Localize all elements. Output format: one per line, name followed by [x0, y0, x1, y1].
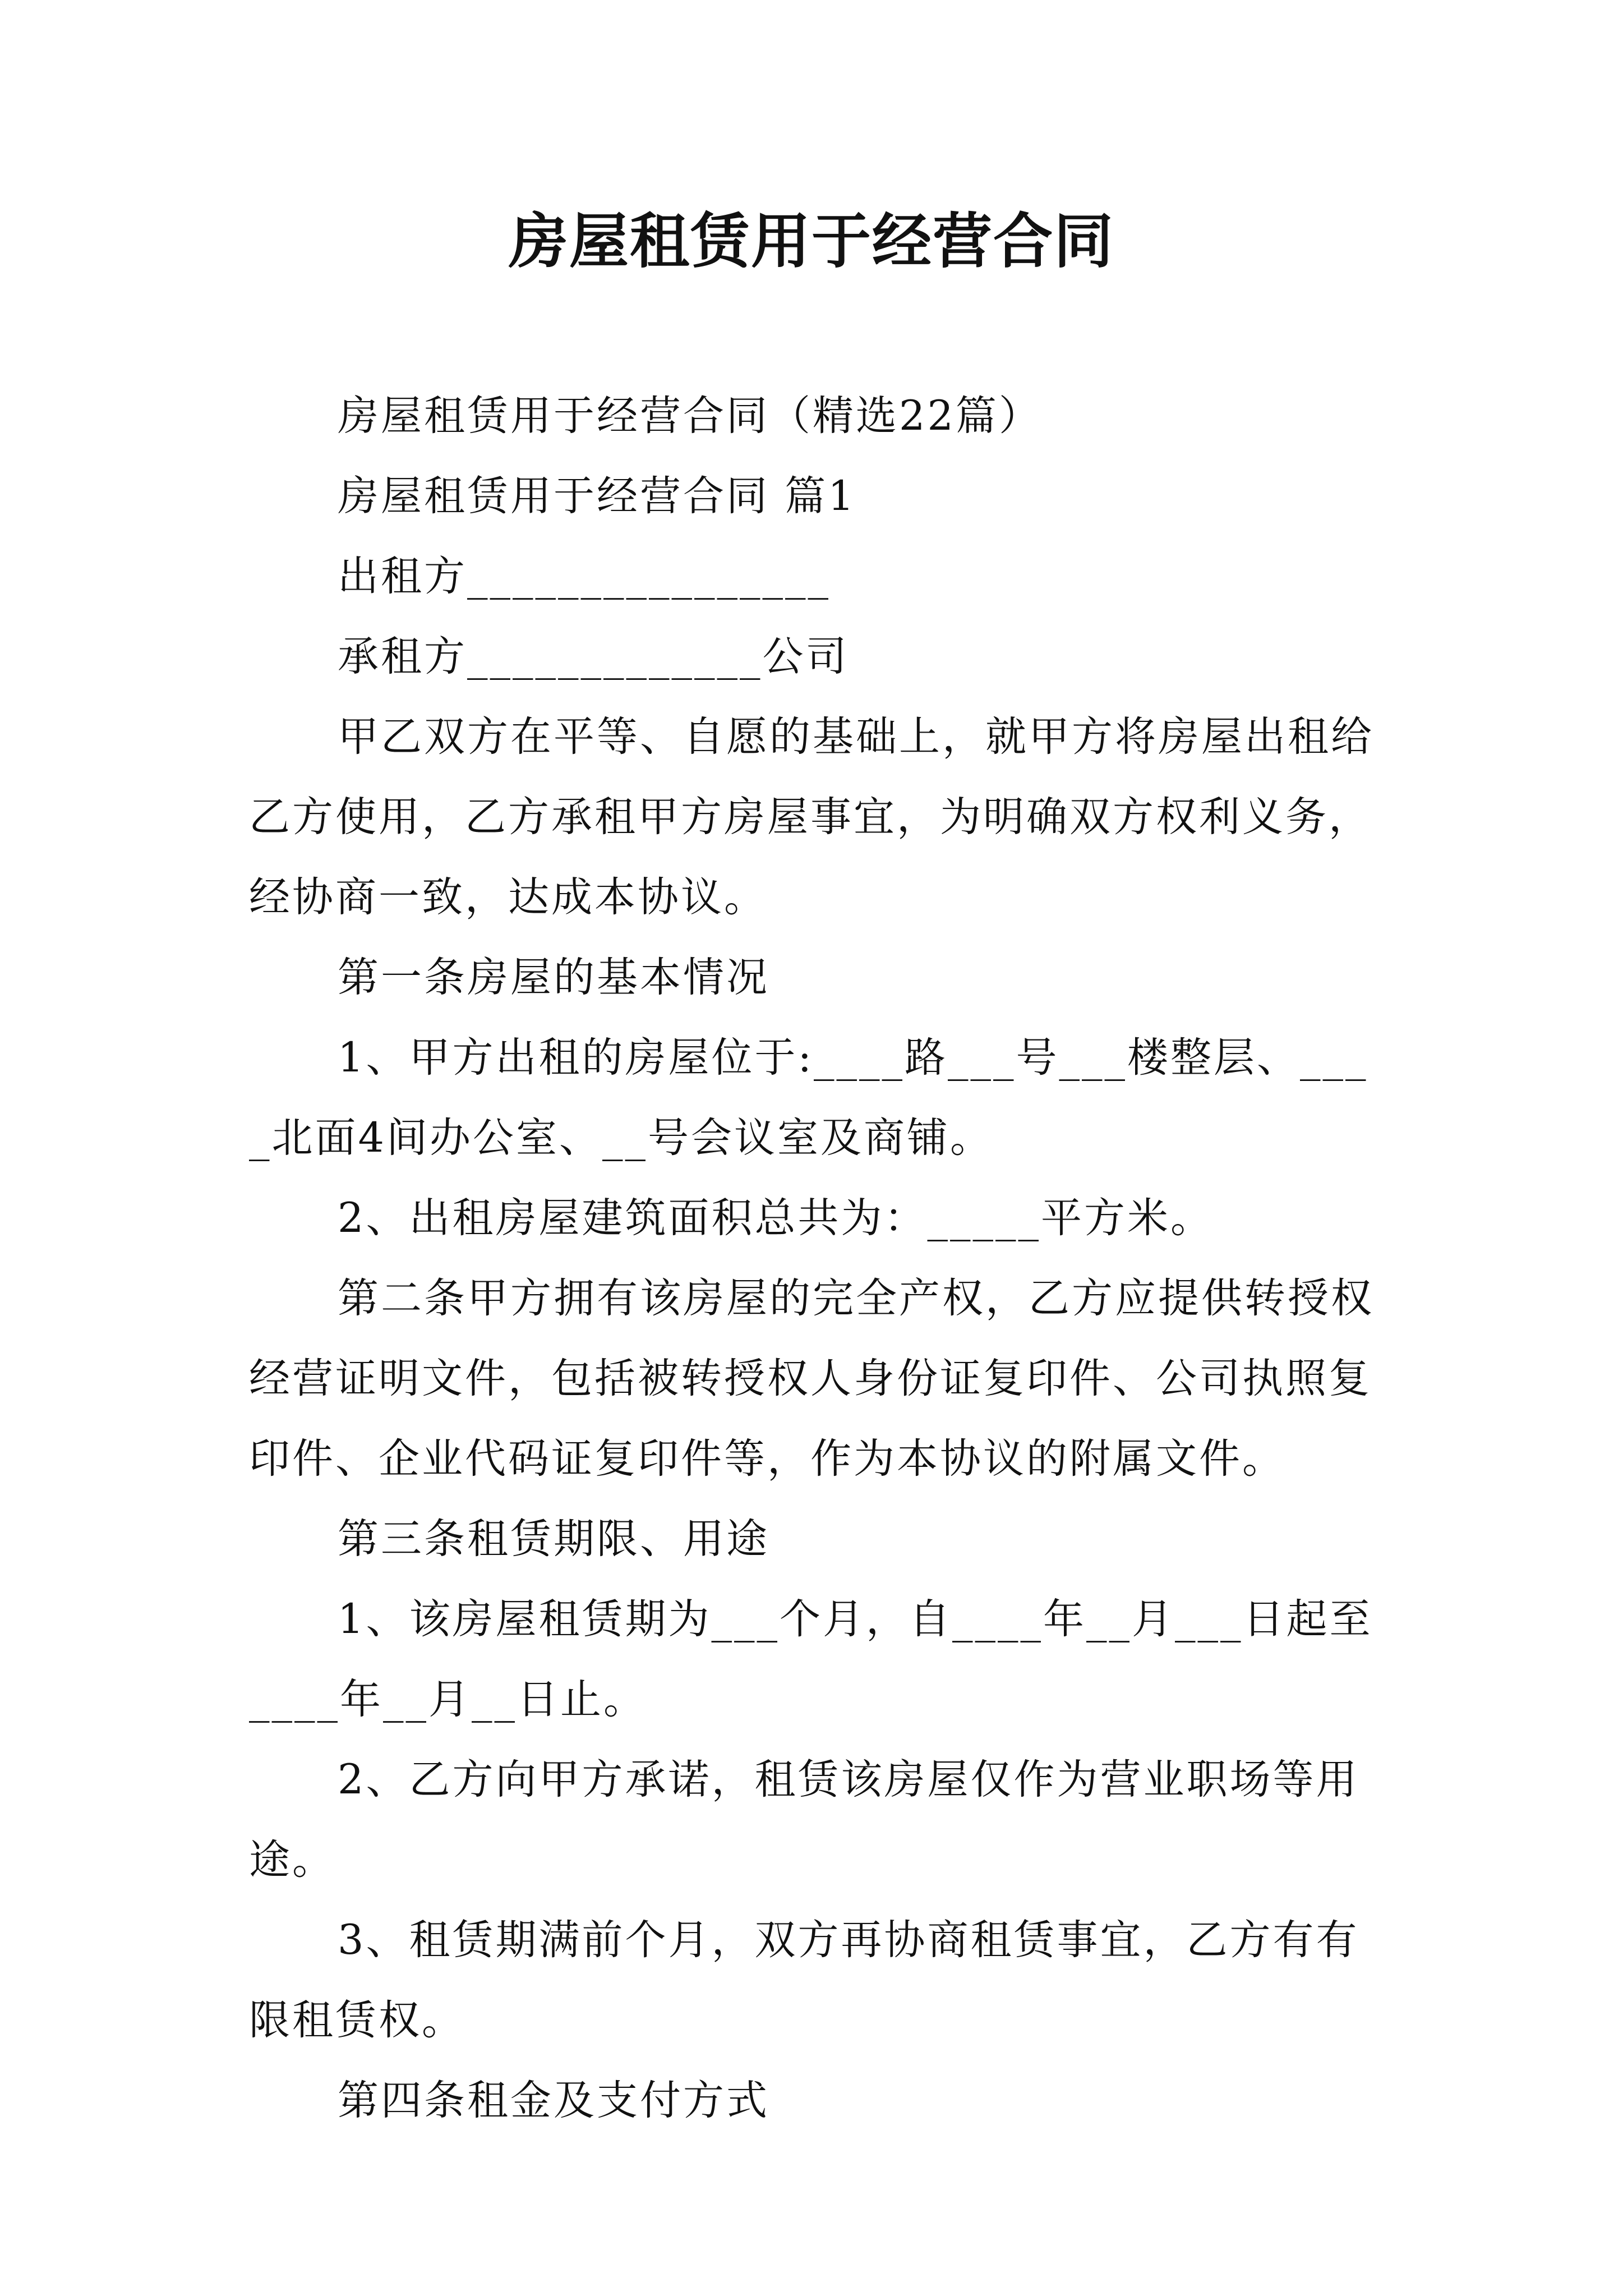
paragraph: 第三条租赁期限、用途 — [338, 1515, 769, 1563]
paragraph: 第一条房屋的基本情况 — [338, 954, 769, 1001]
paragraph: 承租方_____________公司 — [338, 633, 849, 680]
paragraph: 房屋租赁用于经营合同 篇1 — [338, 472, 856, 520]
paragraph: 房屋租赁用于经营合同（精选22篇） — [338, 392, 1042, 440]
paragraph: 3、租赁期满前个月，双方再协商租赁事宜，乙方有有限租赁权。 — [249, 1916, 1359, 2044]
paragraph: 2、乙方向甲方承诺，租赁该房屋仅作为营业职场等用途。 — [249, 1756, 1359, 1884]
paragraph: 甲乙双方在平等、自愿的基础上，就甲方将房屋出租给乙方使用，乙方承租甲方房屋事宜，为明确双方权利义务，经协商一致，达成本协议。 — [249, 713, 1374, 921]
paragraph: 第二条甲方拥有该房屋的完全产权，乙方应提供转授权经营证明文件，包括被转授权人身份证复印件、公司执照复印件、企业代码证复印件等，作为本协议的附属文件。 — [249, 1274, 1374, 1483]
paragraph: 第四条租金及支付方式 — [338, 2077, 769, 2124]
paragraph: 出租方________________ — [338, 553, 831, 600]
paragraph: 2、出租房屋建筑面积总共为：_____平方米。 — [338, 1194, 1214, 1242]
document-title: 房屋租赁用于经营合同 — [509, 206, 1114, 276]
document-body — [249, 376, 1380, 2141]
paragraph: 1、甲方出租的房屋位于:____路___号___楼整层、____北面4间办公室、__号会议室及商铺。 — [249, 1034, 1368, 1162]
paragraph: 1、该房屋租赁期为___个月，自____年__月___日起至____年__月__日止。 — [249, 1595, 1373, 1723]
